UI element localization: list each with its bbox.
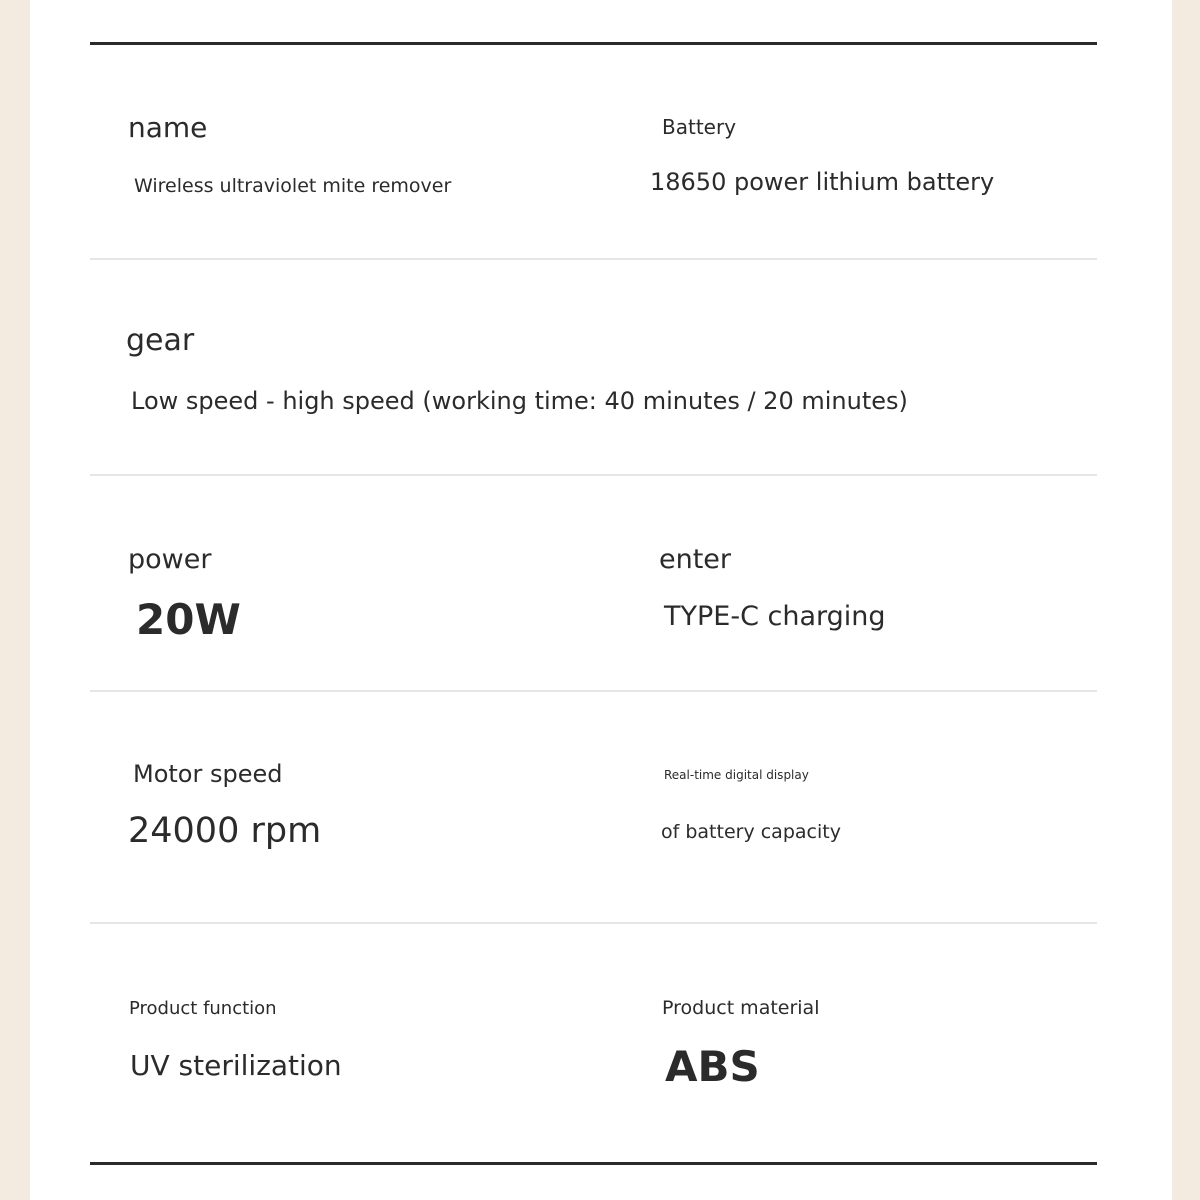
input-label: enter [659, 544, 732, 575]
gear-label: gear [126, 323, 195, 358]
divider-4 [90, 922, 1097, 924]
display-label: Real-time digital display [664, 768, 809, 782]
input-value: TYPE-C charging [664, 601, 886, 632]
top-divider [90, 42, 1097, 45]
material-value: ABS [665, 1042, 760, 1091]
motor-label: Motor speed [133, 760, 283, 788]
power-value: 20W [136, 595, 241, 644]
divider-3 [90, 690, 1097, 692]
gear-value: Low speed - high speed (working time: 40 minutes / 20 minutes) [131, 387, 908, 415]
function-label: Product function [129, 998, 277, 1019]
bottom-divider [90, 1162, 1097, 1165]
divider-2 [90, 474, 1097, 476]
battery-value: 18650 power lithium battery [650, 168, 995, 196]
battery-label: Battery [662, 115, 737, 139]
name-label: name [128, 111, 208, 144]
divider-1 [90, 258, 1097, 260]
motor-value: 24000 rpm [128, 811, 322, 851]
power-label: power [128, 544, 212, 575]
display-value: of battery capacity [661, 821, 841, 843]
material-label: Product material [662, 997, 820, 1019]
name-value: Wireless ultraviolet mite remover [134, 175, 452, 197]
function-value: UV sterilization [130, 1049, 342, 1082]
